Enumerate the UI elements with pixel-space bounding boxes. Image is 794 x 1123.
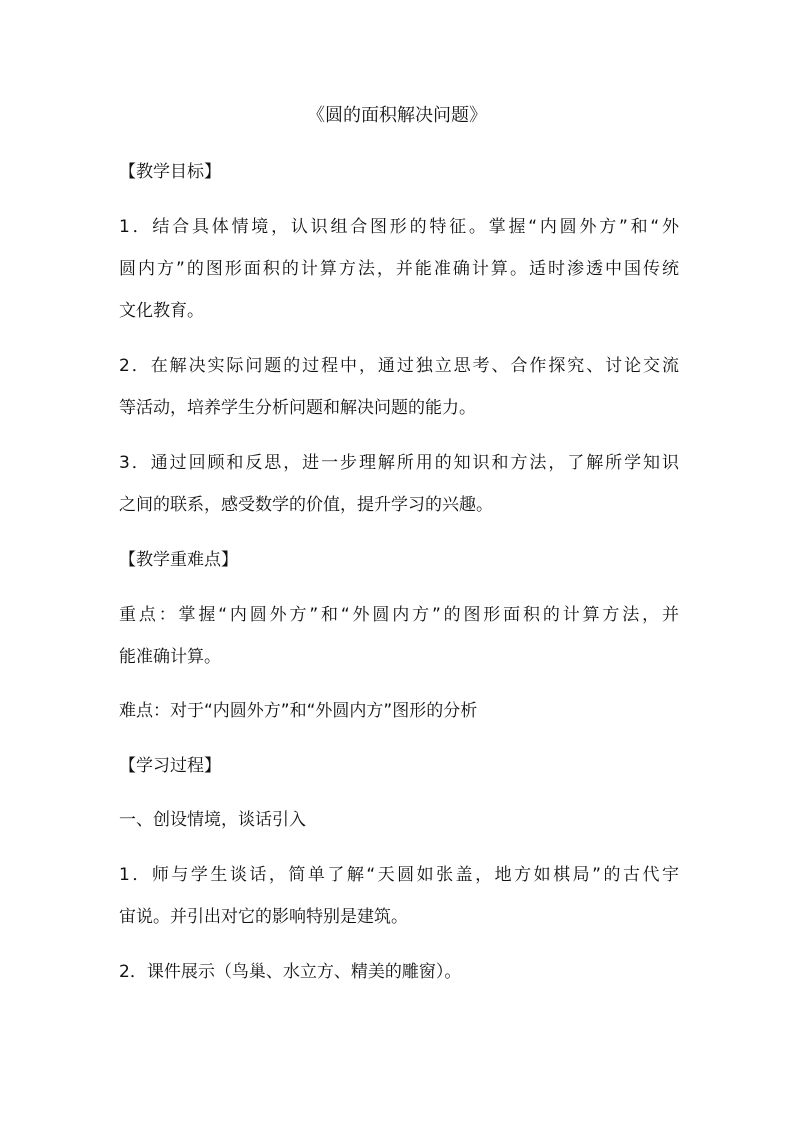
paragraph-line: 3．通过回顾和反思，进一步理解所用的知识和方法，了解所学知识: [119, 453, 679, 473]
document-title: 《圆的面积解决问题》: [307, 105, 487, 126]
step-1-item-2-paragraph: 2．课件展示（鸟巢、水立方、精美的雕窗）。: [119, 962, 462, 982]
paragraph-line: 等活动，培养学生分析问题和解决问题的能力。: [119, 398, 476, 418]
difficult-point-paragraph: 难点：对于“内圆外方”和“外圆内方”图形的分析: [119, 701, 478, 721]
paragraph-line: 之间的联系，感受数学的价值，提升学习的兴趣。: [119, 495, 493, 515]
paragraph-line: 文化教育。: [119, 301, 204, 321]
paragraph-line: 1．师与学生谈话，简单了解“天圆如张盖，地方如棋局”的古代宇: [119, 865, 679, 885]
paragraph-line: 重点：掌握“内圆外方”和“外圆内方”的图形面积的计算方法，并: [119, 605, 679, 625]
paragraph-line: 2．在解决实际问题的过程中，通过独立思考、合作探究、讨论交流: [119, 356, 679, 376]
paragraph-line: 1．结合具体情境，认识组合图形的特征。掌握“内圆外方”和“外: [119, 217, 679, 237]
paragraph-line: 圆内方”的图形面积的计算方法，并能准确计算。适时渗透中国传统: [119, 259, 679, 279]
section-heading-process: 【学习过程】: [119, 756, 221, 776]
step-1-heading: 一、创设情境，谈话引入: [119, 810, 306, 830]
paragraph-line: 能准确计算。: [119, 647, 221, 667]
section-heading-objectives: 【教学目标】: [119, 162, 221, 182]
paragraph-line: 宙说。并引出对它的影响特别是建筑。: [119, 907, 408, 927]
section-heading-key-points: 【教学重难点】: [119, 550, 238, 570]
